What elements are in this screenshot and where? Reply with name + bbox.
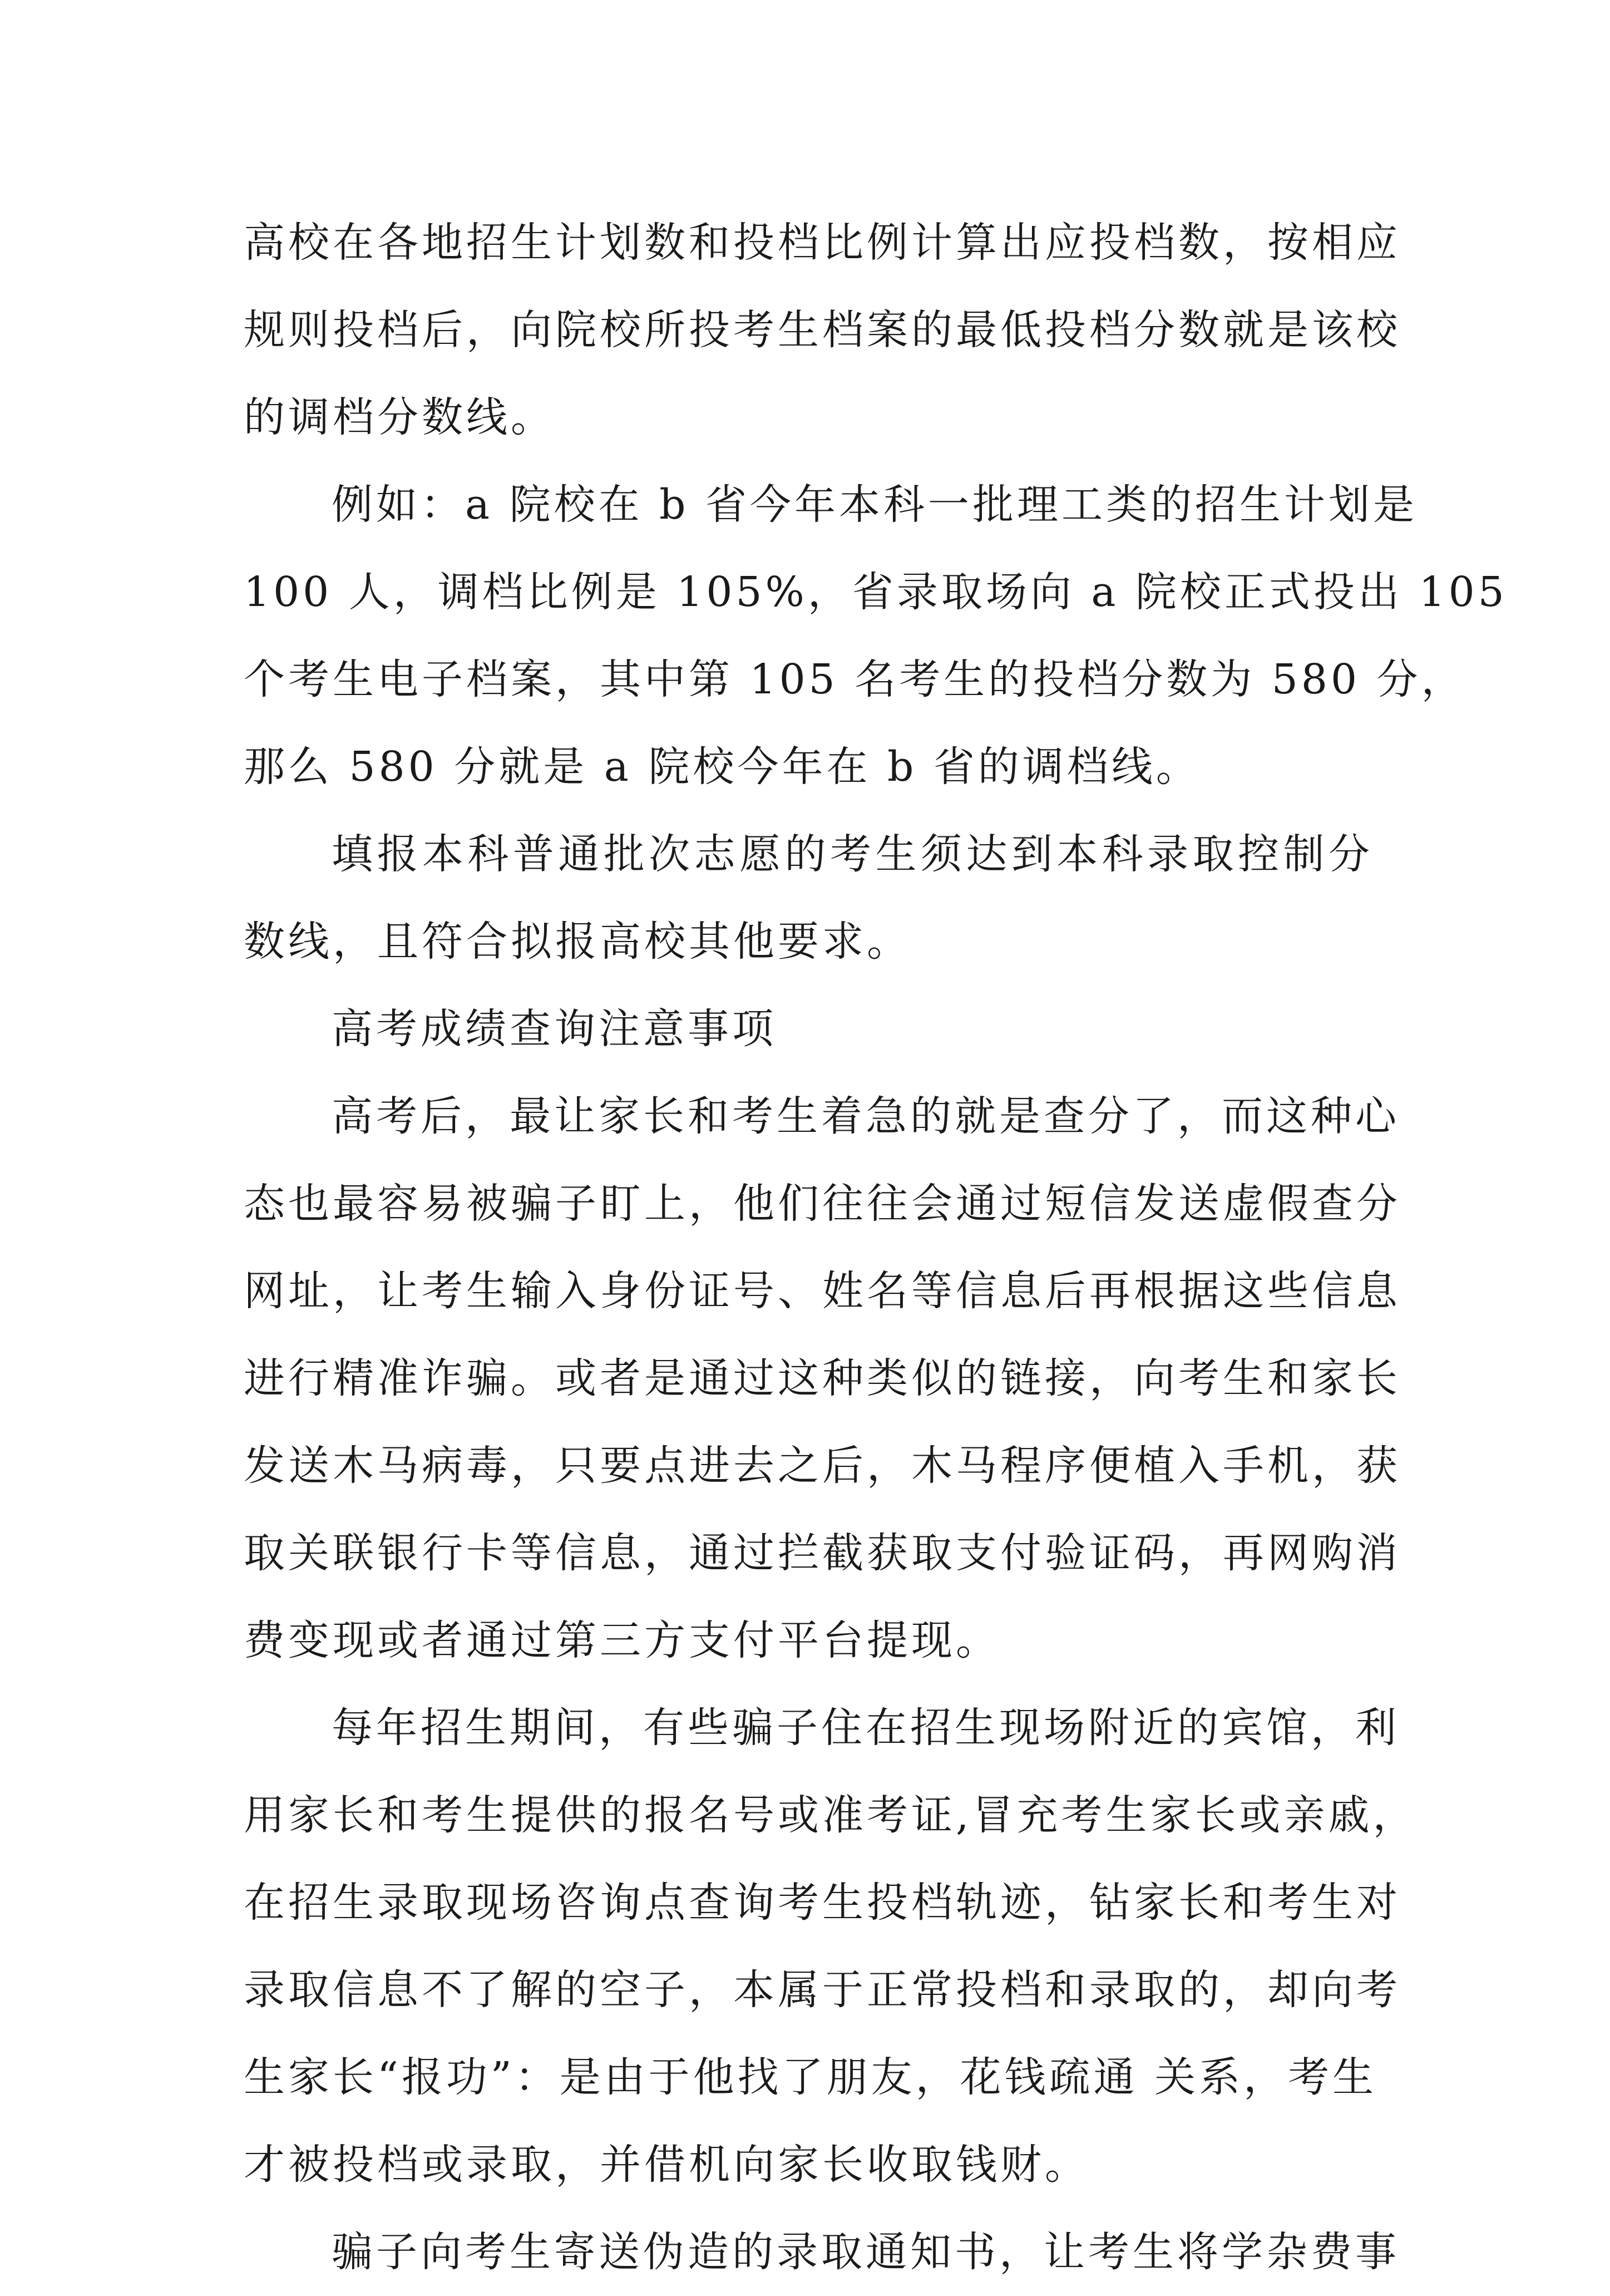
paragraph-3: [244, 811, 1373, 986]
text-line: 在招生录取现场咨询点查询考生投档轨迹，钻家长和考生对: [244, 1879, 1401, 1927]
text-line: 骗子向考生寄送伪造的录取通知书，让考生将学杂费事: [332, 2228, 1400, 2276]
text-line: 发送木马病毒，只要点进去之后，木马程序便植入手机，获: [244, 1442, 1401, 1490]
text-line: 高校在各地招生计划数和投档比例计算出应投档数，按相应: [244, 219, 1401, 267]
paragraph-5: [244, 1073, 1401, 1684]
text-line: 的调档分数线。: [244, 393, 555, 441]
section-heading: [244, 986, 1373, 1073]
paragraph-1: [244, 199, 1401, 461]
text-line: 规则投档后，向院校所投考生档案的最低投档分数就是该校: [244, 306, 1401, 354]
document-body: [244, 199, 1508, 2296]
text-line: 每年招生期间，有些骗子住在招生现场附近的宾馆，利: [332, 1704, 1400, 1752]
text-line: 填报本科普通批次志愿的考生须达到本科录取控制分: [332, 830, 1373, 878]
text-line: 高考成绩查询注意事项: [332, 1005, 777, 1053]
text-line: 数线，且符合拟报高校其他要求。: [244, 918, 911, 965]
paragraph-6: [244, 1684, 1418, 2209]
paragraph-2: [244, 461, 1508, 811]
text-line: 例如：a 院校在 b 省今年本科一批理工类的招生计划是: [332, 481, 1418, 529]
text-line: 费变现或者通过第三方支付平台提现。: [244, 1617, 1000, 1664]
text-line: 用家长和考生提供的报名号或准考证,冒充考生家长或亲戚，: [244, 1791, 1418, 1839]
text-line: 100 人，调档比例是 105%，省录取场向 a 院校正式投出 105: [244, 568, 1508, 616]
text-line: 进行精准诈骗。或者是通过这种类似的链接，向考生和家长: [244, 1354, 1401, 1402]
text-line: 录取信息不了解的空子，本属于正常投档和录取的，却向考: [244, 1966, 1401, 2014]
text-line: 个考生电子档案，其中第 105 名考生的投档分数为 580 分，: [244, 656, 1466, 703]
text-line: 才被投档或录取，并借机向家长收取钱财。: [244, 2141, 1089, 2189]
text-line: 网址，让考生输入身份证号、姓名等信息后再根据这些信息: [244, 1267, 1401, 1315]
text-line: 那么 580 分就是 a 院校今年在 b 省的调档线。: [244, 743, 1201, 791]
paragraph-7: [244, 2209, 1400, 2296]
text-line: 生家长“报功”：是由于他找了朋友，花钱疏通 关系，考生: [244, 2053, 1377, 2101]
text-line: 高考后，最让家长和考生着急的就是查分了，而这种心: [332, 1092, 1400, 1140]
text-line: 取关联银行卡等信息，通过拦截获取支付验证码，再网购消: [244, 1529, 1401, 1577]
text-line: 态也最容易被骗子盯上，他们往往会通过短信发送虚假查分: [244, 1180, 1401, 1228]
